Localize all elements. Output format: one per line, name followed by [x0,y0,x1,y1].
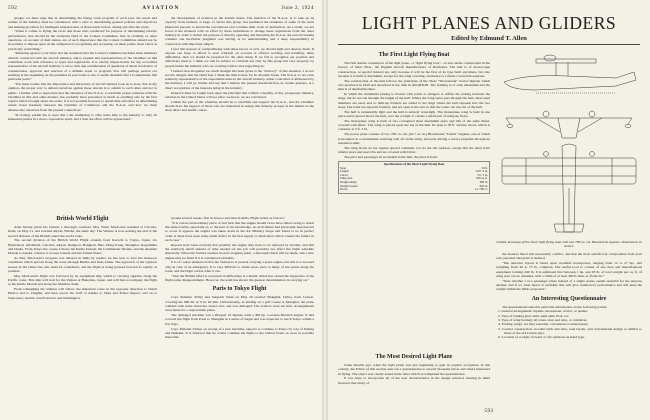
section-heading: British World Flight [56,216,109,222]
spec-label: Wing area [340,176,353,181]
paragraph: Indeed it must be fought back upon the principle that without a healthy, active, prosperous industry, aviation in the United States will not exist, we know, we are convinced. [165,90,314,99]
editor-byline: Edited by Edmund T. Allen [451,35,527,42]
list-item: 6. Location of cockpit, forward or aft; opinions on hand type. [498,335,585,340]
spec-value: 5 ft. 3 in. [477,172,488,177]
british-flight-column [8,212,157,416]
list-item: 5. Control construction: wooden stick and wire, reed layout, and conventional design or similar to those of the old Curtiss type. [498,326,642,335]
spec-label: Power [340,187,348,192]
paragraph: The power plant consists of two 700 cu. cm. (42.7 cu. in.) Blackburne "Tomtit" engines, one of which is mounted on a streamlined overhang well aft on the wing, and each driving a tractor propeller through an extension shaft. [338,132,490,145]
desired-plane-column [338,350,490,412]
paragraph: Capt. Pelletier d'Oisy and Sergeant Vesin on May 20 reached Shanghai, China, from Canton, covering the 900 mi. in 9 hr. 20 min. Unfortunately, in landing on a golf course at Shanghai, the plane collided with some obstacles, nosed over, and was damaged. The aviators were not hurt. Arrangements were made for a replacement plane. [165,295,314,313]
section-heading: Paris to Tokyo Flight [212,286,267,293]
questionnaire-column [496,252,642,414]
spec-value: 180 sq. ft. [476,176,488,181]
paragraph: The construction of the hull follows the principles of the Short "Silverstreak" tractor biplane which was produced in 1920 and described at the time in AVIATION. The framing is of strip duralumin and the skin is of duralumin sheet. [338,78,490,92]
paragraph: The monoplane wing is built of two corrugated sheet duralumin spars and ribs of the same metal, covered with fabric. The wing is placed upon the top of the hull. Its span is 36 ft. and the chord, which is constant, is 5 ft. 3 in. [338,118,490,132]
paragraph: "When it comes to flying the races and those tests conducted for purpose of determining relative performance, that should be the exclusive field of the Contest Committee. Just as certainly as other questions, on account of their nature, are of such importance that the Contest Committee should not be in position to impose upon us the obligation of recognizing and accepting, on these points, their views as practically controlling." [8,29,157,51]
flying-boat-column [338,48,490,350]
british-paris-column [165,216,314,416]
paragraph: "The tentative layout is based upon available horsepower, ranging from 12 to 27 hp., and weighing from 40 to 75 lb. complete. The useful load to consist of one man and miscellaneous equipment totaling 240 lb. It is estimated that between 1 hp. and 18 lb. of total weight per sq. ft. of wing area can be obtained, with a climb of at least 400 ft./min. at 45 mi./hr." [496,261,642,278]
paragraph: "It is a most extraordinary piece of bad luck that the engine should twice have failed owing to much the same trouble, especially as, to the best of our knowledge, no such failure had previously been known to occur. It appears the engine was taken down in the Air Ministry shops and found to be in perfect order. It must have been some small defect in the fuel supply or lubrication which caused the failure in each case." [165,220,314,242]
issue-date: June 2, 1924 [281,5,314,11]
paragraph: It was hope to incorporate all of the best characteristics in the design selected, bearing in mind however that many of [338,376,490,385]
paragraph: The second division of the British World Flight extends from Karachi to Tokyo, Japan, via Hyderabad, Allahabad, Calcutta, Akyab, Rangoon, Bangkok, Hue, Hong Kong, Shanghai, Kagoshima and Osaka. From Tokyo the course follows the Kurile Islands, the Commander Islands, and the Aleutian Islands to Alaska, whence it crosses Canada and the United States. [8,238,157,256]
paragraph: groups, we must urge that in determining the flying work program of each year, the needs and wishes of the industry must be considered, with a view to determining general policies and objectives and making provision for intelligent interpretation of those needs before, during and after the event. [8,16,157,29]
intro-column-1 [8,16,157,212]
paragraph: I think the part of the Chamber should be to establish and support the N.A.A., and the Chamber should draw the support of those who are interested in seeing this industry prosper in the market as the most direct and useful course. [165,99,314,113]
paragraph: ground several weeks, first in Greece and then in India. Flight writes as follows: [171,216,285,220]
spec-value: 600 lb. [479,183,488,188]
figure-caption: Outline drawings of the Short light flying boat with two 700 cu. cm. Blackburne engines. Dimensions in meters. [496,240,642,249]
right-page [328,0,650,420]
right-page-footer [336,408,642,418]
paragraph: In which the duralumin plating is riveted with joints at stringers to stiffen the plating between the rings, but do not run through the length of the hull. Where the wing spars pass through the hull, sheet steel members are used, and so built-up formers are added to the rings where the hull expands into the two steps. The latter are separate formers, and are open at the rear so that the water can run out of the hull. [338,92,490,109]
paragraph: Reports have been received that possibly the engine may have to be replaced by another, and that the relatively small amount of time needed for the job will probably not affect the flight schedule materially. When the Vulture reaches its next stopping point, a thorough check will be made, and a new engine may be fitted if it is considered advisable. [165,242,314,260]
magazine-title: AVIATION [142,5,180,11]
list-item: 3. Type of wing bracing: all wires, strut and wire, or cantilever. [498,318,588,323]
divider [338,44,640,45]
intro-column-2 [165,16,314,212]
paragraph: Maj. MacLaren's flight was followed by an equipment ship which is carrying supplies along the Pacific route. This ship will wait for the Vulture at Hakodate, Japan, and will then accompany the flight to the Kurile Islands and along the Aleutian chain. [8,273,157,287]
page-number: 592 [8,5,18,11]
paragraph: It is of course understood that the Vulture is at present carrying a spare engine, but this is to be used only in case of an emergency. It is very difficult to obtain spare parts at many of the points along the route, and the flight carries what it can. [165,260,314,274]
paragraph: The wing floats do not require special comment, nor do the tail surfaces, except that the latter have tubular spars and steel ribs and are covered with fabric. [338,145,490,154]
spec-value: 24 ft. 6 in. [475,169,488,174]
paragraph: "Referring again to your letter and the statement that the Contest Committee includes three members directly connected with the aircraft industry, and to request that representatives of the Chamber on this committee work with reference to types and regulations. It is wholly impracticable for any accredited representative of the aircraft industry to serve with due consideration of questions of detail in advance of consideration, approval and sanction of a definite event or program. You will perhaps pardon our seeming at the beginning on the premises in your letter to me, it seems desirable that I re-emphasize this particular point." [8,51,157,82]
page-number: 593 [484,408,494,414]
section-title: LIGHT PLANES AND GLIDERS [361,13,617,33]
section-heading: The First Light Flying Boat [378,52,450,58]
paragraph: After having given his Vulture a thorough overhaul, Maj. Stuart MacLaren resumed at Calcutta, India, on May 21, and reached Akyab, Burma, the same day. The Vulture is now nearing the end of the second division of the British round-the-world route. [8,225,157,238]
flying-boat-outline-drawing [496,48,642,238]
paragraph: The questionnaire asked in particular information on the following points: [502,304,608,309]
left-page-header [8,5,314,15]
paragraph: As Maj. MacLaren's progress was delayed in India by repairs, he has now to face the monsoon conditions which prevail along the route through Burma and Indo-China. The approach of the typhoon season in the China Sea also must be considered, and the flight is being pressed forward as rapidly as possible. [8,256,157,273]
paragraph: I feel that instead of compromising with these forces of evil, we should fight and destroy them. If anyone can hope to afford to start criticism on account of official wording and handling, these difficulties, then we should be prepared for the other thing. If we fail to recognize our position and effectively meet it, I think we will be subject to criticism not only by this group but very properly, by people inside the industry who are working with us and supporting us. [165,46,314,68]
specifications-table [338,161,490,194]
table-row [340,188,488,192]
spec-value: 36 ft. [481,165,488,170]
paragraph: The pilot and passenger sit in tandem in the hull, the pilot in front. [344,154,439,159]
left-page [0,0,322,420]
paragraph: "State whether a two passenger plane instead of a single seater, seems essential for the purpose desired, and if so, what motor is available that will give satisfactory performance and still keep the weight within the limits proposed." [496,278,642,292]
paragraph: the features listed will necessarily conflict, and that the most satisfactory compromise from your own personal viewpoint is desired. [496,252,642,261]
paragraph: The first marine counterpart of the light plane—a "light flying boat"—is now under construction in the factory of Short Bros., the English aircraft manufacturers of Rochester. The hull is of monocoque construction, of special interest not only because it will be the first of its type built anywhere, but also because it is built of duralumin, except for the wing covering, and hence is a metal-covered monoplane. [338,61,490,78]
paragraph: Some months ago, when the light plane was just beginning to gain in popular acceptance in this country, the Editor of this section sent out a questionnaire to several thousand pilots and others interested in flying. The object was clearly stated in the letter which accompanied the questionnaire. [338,363,490,376]
list-item: 4. Folding wings: are they essential, convenient or unnecessary. [498,322,589,327]
paragraph: The hull is remarkably light and the hull is entirely watertight. The monoplane wing is built in one piece and is placed above the hull, over the cockpit. It carries a small pair of wing-tip floats. [338,109,490,119]
paragraph: "That the British effort is at present in difficulties is a matter which has caused the supporters of the flight some disappointment. However, the team has shown the greatest determination in carrying on." [165,273,314,283]
paragraph: I believe that altogether too much thought has been given to the "delicacy" of this situation. I do not see the dangers that the timid fear. I think the time is here for an absolute break. The N.A.A. is not even remotely representative of the responsible units in the aircraft industry, either controlled or influenced by the industry. I will go further and say that I believe the present dissatisfaction, in certain quarters, is a direct recognition of the interests being in the industry. [165,68,314,90]
spec-label: Weight empty [340,180,357,184]
paragraph: the development of aviation in the United States. The function of the N.A.A. is to take up its capacity from industry at large, to derive this group, has permitted the residence of some of the most important persons to attend the conventions and continue their work of destruction. As a result, we are faced at the moment with an effort by these individuals to change these regulations from the other industry in order to defeat the purpose of directly opposing and thwarting the N.A.A. An ever-increasing consider one inevitable judgment was having as its understanding and a deep responsibility in connection with important subject. [165,16,314,46]
paragraph: "In closing, permit me to state that I am attempting to offer some help to the industry to rally all interested parties in a more cooperative spirit, and I trust the effort will be appreciated." [8,112,157,121]
table-title: Specifications of the Short Light Flying Boat [383,162,445,167]
spec-label: Weight loaded [340,183,358,188]
spec-value: 380 lb. [479,180,488,184]
section-heading: An Interesting Questionnaire [531,295,607,302]
spec-value: 2 x 700 cc. [474,187,488,192]
spec-label: Chord [340,172,348,177]
paragraph: From Chungking the Vulture will follow the American route in the opposite direction to Dutch Harbor and to Chignik, and then across the Gulf of Alaska to Sitka and Prince Rupert, and on to Vancouver, Seattle, San Francisco and Washington. [8,287,157,300]
paragraph: Capt. Pelletier d'Oisy, on receipt of a new machine, expects to continue to Tokyo by way of Peking and Mukden. It is believed that he would continue his flight to the United States as soon as possible thereafter. [165,326,314,340]
list-item: 1. General arrangement: biplane, monoplane, tractor, or pusher. [498,309,588,314]
paragraph: The damaged machine was a Breguet 19 biplane with a 400 hp. Lorraine-Dietrich engine. It had covered the flight from Paris to Shanghai in a series of stages and was expected to reach Tokyo within a few days. [165,313,314,326]
spec-label: Span [340,165,346,170]
section-heading: The Most Desired Light Plane [375,354,453,360]
spec-label: Length [340,169,349,174]
paragraph: "You must realize that the importance and intricacies of aircraft matters took us to state, that in my opinion, the proper way to defend ourselves against these attacks is to submit to each other and not in public. I further wish to appreciate that the existence of the N.A.A. to establish proper relations with the Chamber in this and other matters, has probably been prevented as much as anything else by the first reports which brought about the event. It is not possible however to spend time and effort in determining actual closer harmony between the Chamber of Commerce and the N.A.A. and how we must disassociate ourselves from the present connection." [8,81,157,112]
list-item: 2. Type of landing gear: skid, semi-skid, float, etc. [498,313,570,318]
